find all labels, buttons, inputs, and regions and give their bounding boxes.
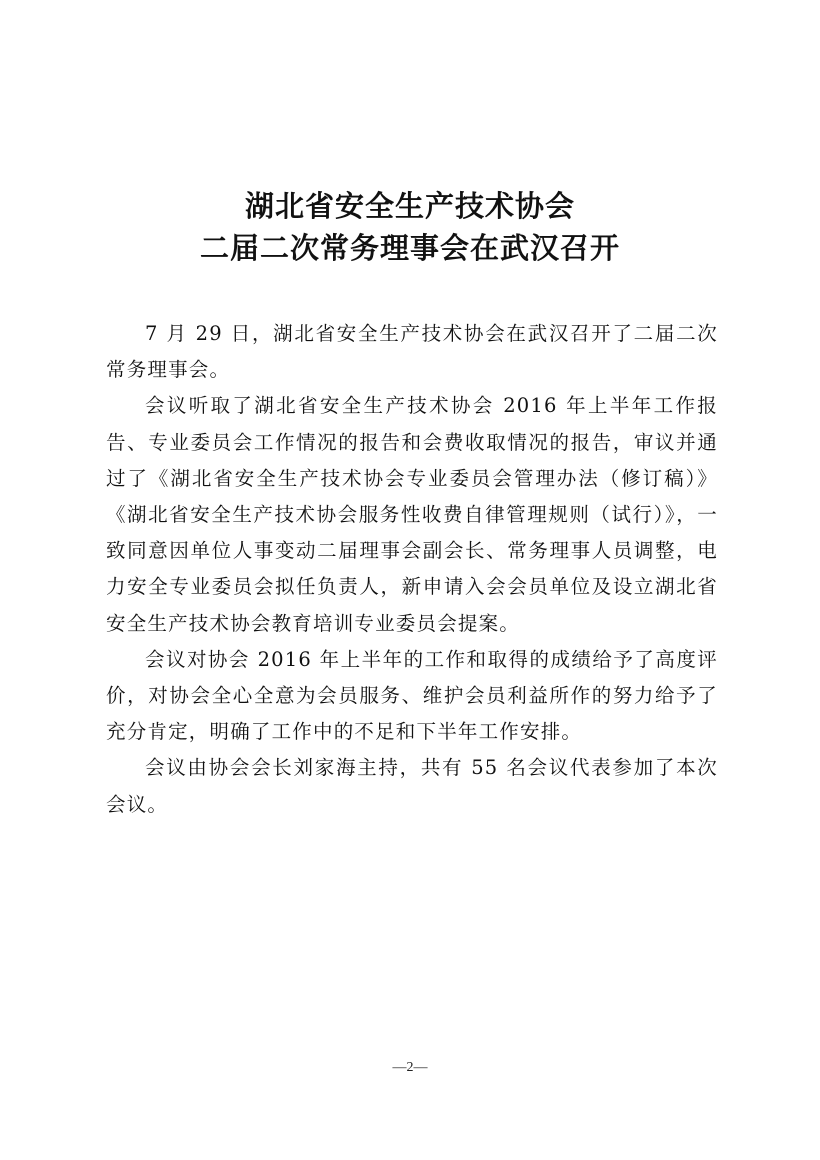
document-title-line2: 二届二次常务理事会在武汉召开 <box>199 231 620 265</box>
paragraph-1: 7 月 29 日，湖北省安全生产技术协会在武汉召开了二届二次常务理事会。 <box>106 322 718 382</box>
paragraph-4: 会议由协会会长刘家海主持，共有 55 名会议代表参加了本次会议。 <box>106 756 718 816</box>
document-body <box>106 316 718 823</box>
page-number: —2— <box>392 1060 428 1075</box>
paragraph-2: 会议听取了湖北省安全生产技术协会 2016 年上半年工作报告、专业委员会工作情况的报告和会费收取情况的报告，审议并通过了《湖北省安全生产技术协会专业委员会管理办法（修订稿）》《湖北省安全生产技术协会服务性收费自律管理规则（试行）》，一致同意因单位人事变动二届理事会副会长、常务理事人员调整，电力安全专业委员会拟任负责人，新申请入会会员单位及设立湖北省安全生产技术协会教育培训专业委员会提案。 <box>106 394 718 635</box>
document-title-line1: 湖北省安全生产技术协会 <box>244 189 575 223</box>
paragraph-3: 会议对协会 2016 年上半年的工作和取得的成绩给予了高度评价，对协会全心全意为会员服务、维护会员利益所作的努力给予了充分肯定，明确了工作中的不足和下半年工作安排。 <box>106 647 718 744</box>
